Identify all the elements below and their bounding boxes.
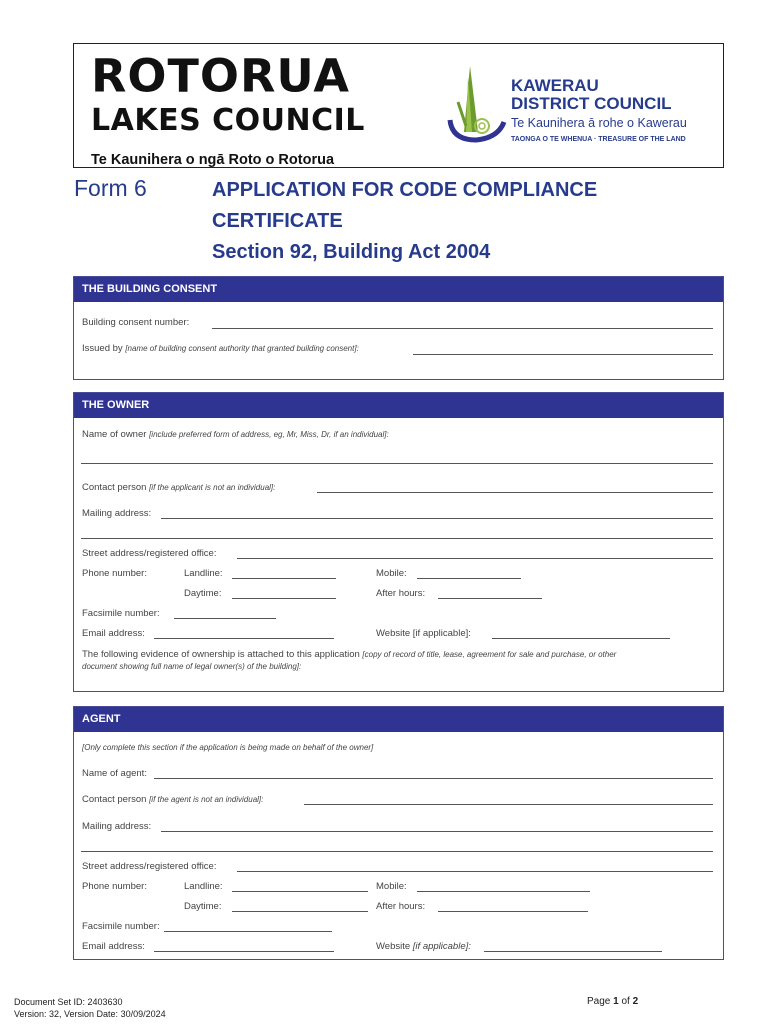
agent-daytime-label: Daytime: (184, 901, 222, 912)
form-title-line3: Section 92, Building Act 2004 (212, 241, 491, 263)
owner-daytime-label: Daytime: (184, 588, 222, 599)
kawerau-fern-icon (442, 62, 512, 144)
owner-name-text: Name of owner (82, 429, 147, 440)
agent-email-label: Email address: (82, 941, 145, 952)
form-title-line2: CERTIFICATE (212, 210, 343, 232)
agent-fax-label: Facsimile number: (82, 921, 160, 932)
agent-contact-field[interactable] (304, 804, 713, 805)
consent-number-label: Building consent number: (82, 317, 190, 328)
page-total: 2 (632, 996, 639, 1007)
owner-landline-label: Landline: (184, 568, 223, 579)
form-number: Form 6 (74, 175, 147, 201)
footer-doc-set: Document Set ID: 2403630 (14, 997, 123, 1007)
agent-afterhours-field[interactable] (438, 911, 588, 912)
owner-landline-field[interactable] (232, 578, 336, 579)
agent-website-field[interactable] (484, 951, 662, 952)
agent-name-field[interactable] (154, 778, 713, 779)
agent-section (73, 706, 724, 960)
agent-fax-field[interactable] (164, 931, 332, 932)
kawerau-logo-line3: Te Kaunihera ā rohe o Kawerau (511, 116, 687, 130)
owner-email-label: Email address: (82, 628, 145, 639)
owner-phone-label: Phone number: (82, 568, 147, 579)
agent-mailing-field[interactable] (161, 831, 713, 832)
owner-afterhours-label: After hours: (376, 588, 426, 599)
owner-contact-field[interactable] (317, 492, 713, 493)
form-title-line1: APPLICATION FOR CODE COMPLIANCE (212, 179, 598, 201)
agent-email-field[interactable] (154, 951, 334, 952)
issued-by-label (82, 343, 359, 354)
rotorua-logo-line1: ROTORUA (91, 49, 350, 103)
building-consent-section (73, 276, 724, 380)
section-header: THE BUILDING CONSENT (74, 277, 723, 302)
form-title (212, 175, 597, 268)
kawerau-logo-line2: DISTRICT COUNCIL (511, 94, 672, 113)
owner-mailing-label: Mailing address: (82, 508, 152, 519)
page-num: 1 (613, 996, 619, 1007)
agent-landline-field[interactable] (232, 891, 368, 892)
agent-note (82, 742, 373, 753)
issued-by-hint: [name of building consent authority that granted building consent]: (125, 344, 359, 353)
issued-by-field[interactable] (413, 354, 713, 355)
agent-name-label: Name of agent: (82, 768, 147, 779)
owner-afterhours-field[interactable] (438, 598, 542, 599)
owner-evidence-label-2 (82, 661, 301, 672)
agent-street-label: Street address/registered office: (82, 861, 217, 872)
owner-website-field[interactable] (492, 638, 670, 639)
footer-version: Version: 32, Version Date: 30/09/2024 (14, 1009, 166, 1019)
owner-contact-text: Contact person (82, 482, 147, 493)
agent-landline-label: Landline: (184, 881, 223, 892)
owner-contact-label (82, 482, 275, 493)
owner-mobile-field[interactable] (417, 578, 521, 579)
section-header: THE OWNER (74, 393, 723, 418)
page-prefix: Page (587, 996, 611, 1007)
owner-name-label (82, 429, 389, 440)
owner-contact-hint: [if the applicant is not an individual]: (149, 483, 276, 492)
owner-website-label: Website [if applicable]: (376, 628, 471, 639)
owner-name-hint: [include preferred form of address, eg, Mr, Miss, Dr, if an individual]: (149, 430, 389, 439)
owner-fax-field[interactable] (174, 618, 276, 619)
owner-email-field[interactable] (154, 638, 334, 639)
owner-mobile-label: Mobile: (376, 568, 407, 579)
owner-name-field[interactable] (81, 463, 713, 464)
owner-section (73, 392, 724, 692)
page-of: of (621, 996, 630, 1007)
agent-website-hint: [if applicable]: (412, 941, 471, 952)
rotorua-logo-line2: LAKES COUNCIL (91, 103, 365, 138)
header-logos (73, 43, 724, 168)
agent-website-text: Website (376, 941, 411, 952)
rotorua-logo-line3: Te Kaunihera o ngā Roto o Rotorua (91, 152, 335, 168)
agent-mailing-field-2[interactable] (81, 851, 713, 852)
agent-contact-label (82, 794, 263, 805)
owner-evidence-label (82, 649, 616, 660)
owner-mailing-field-2[interactable] (81, 538, 713, 539)
owner-street-field[interactable] (237, 558, 713, 559)
issued-by-text: Issued by (82, 343, 123, 354)
owner-street-label: Street address/registered office: (82, 548, 217, 559)
agent-daytime-field[interactable] (232, 911, 368, 912)
rotorua-lakes-council-logo (91, 49, 365, 168)
owner-fax-label: Facsimile number: (82, 608, 160, 619)
owner-evidence-text: The following evidence of ownership is attached to this application (82, 649, 360, 660)
owner-daytime-field[interactable] (232, 598, 336, 599)
agent-note-text: [Only complete this section if the application is being made on behalf of the owner] (82, 743, 374, 752)
owner-evidence-hint-2: document showing full name of legal owner(s) of the building]: (82, 662, 302, 671)
kawerau-district-council-logo (511, 77, 687, 143)
agent-mobile-field[interactable] (417, 891, 590, 892)
agent-street-field[interactable] (237, 871, 713, 872)
kawerau-logo-line4: TAONGA O TE WHENUA · TREASURE OF THE LAND (511, 136, 686, 143)
agent-mobile-label: Mobile: (376, 881, 407, 892)
owner-mailing-field[interactable] (161, 518, 713, 519)
agent-contact-hint: [if the agent is not an individual]: (149, 795, 264, 804)
owner-evidence-hint-1: [copy of record of title, lease, agreement for sale and purchase, or other (362, 650, 617, 659)
agent-website-label (376, 941, 471, 952)
agent-afterhours-label: After hours: (376, 901, 426, 912)
footer-page-number (587, 996, 638, 1007)
footer-doc-info (14, 996, 166, 1020)
agent-phone-label: Phone number: (82, 881, 147, 892)
agent-mailing-label: Mailing address: (82, 821, 152, 832)
kawerau-logo-line1: KAWERAU (511, 76, 599, 95)
agent-contact-text: Contact person (82, 794, 147, 805)
consent-number-field[interactable] (212, 328, 713, 329)
section-header: AGENT (74, 707, 723, 732)
